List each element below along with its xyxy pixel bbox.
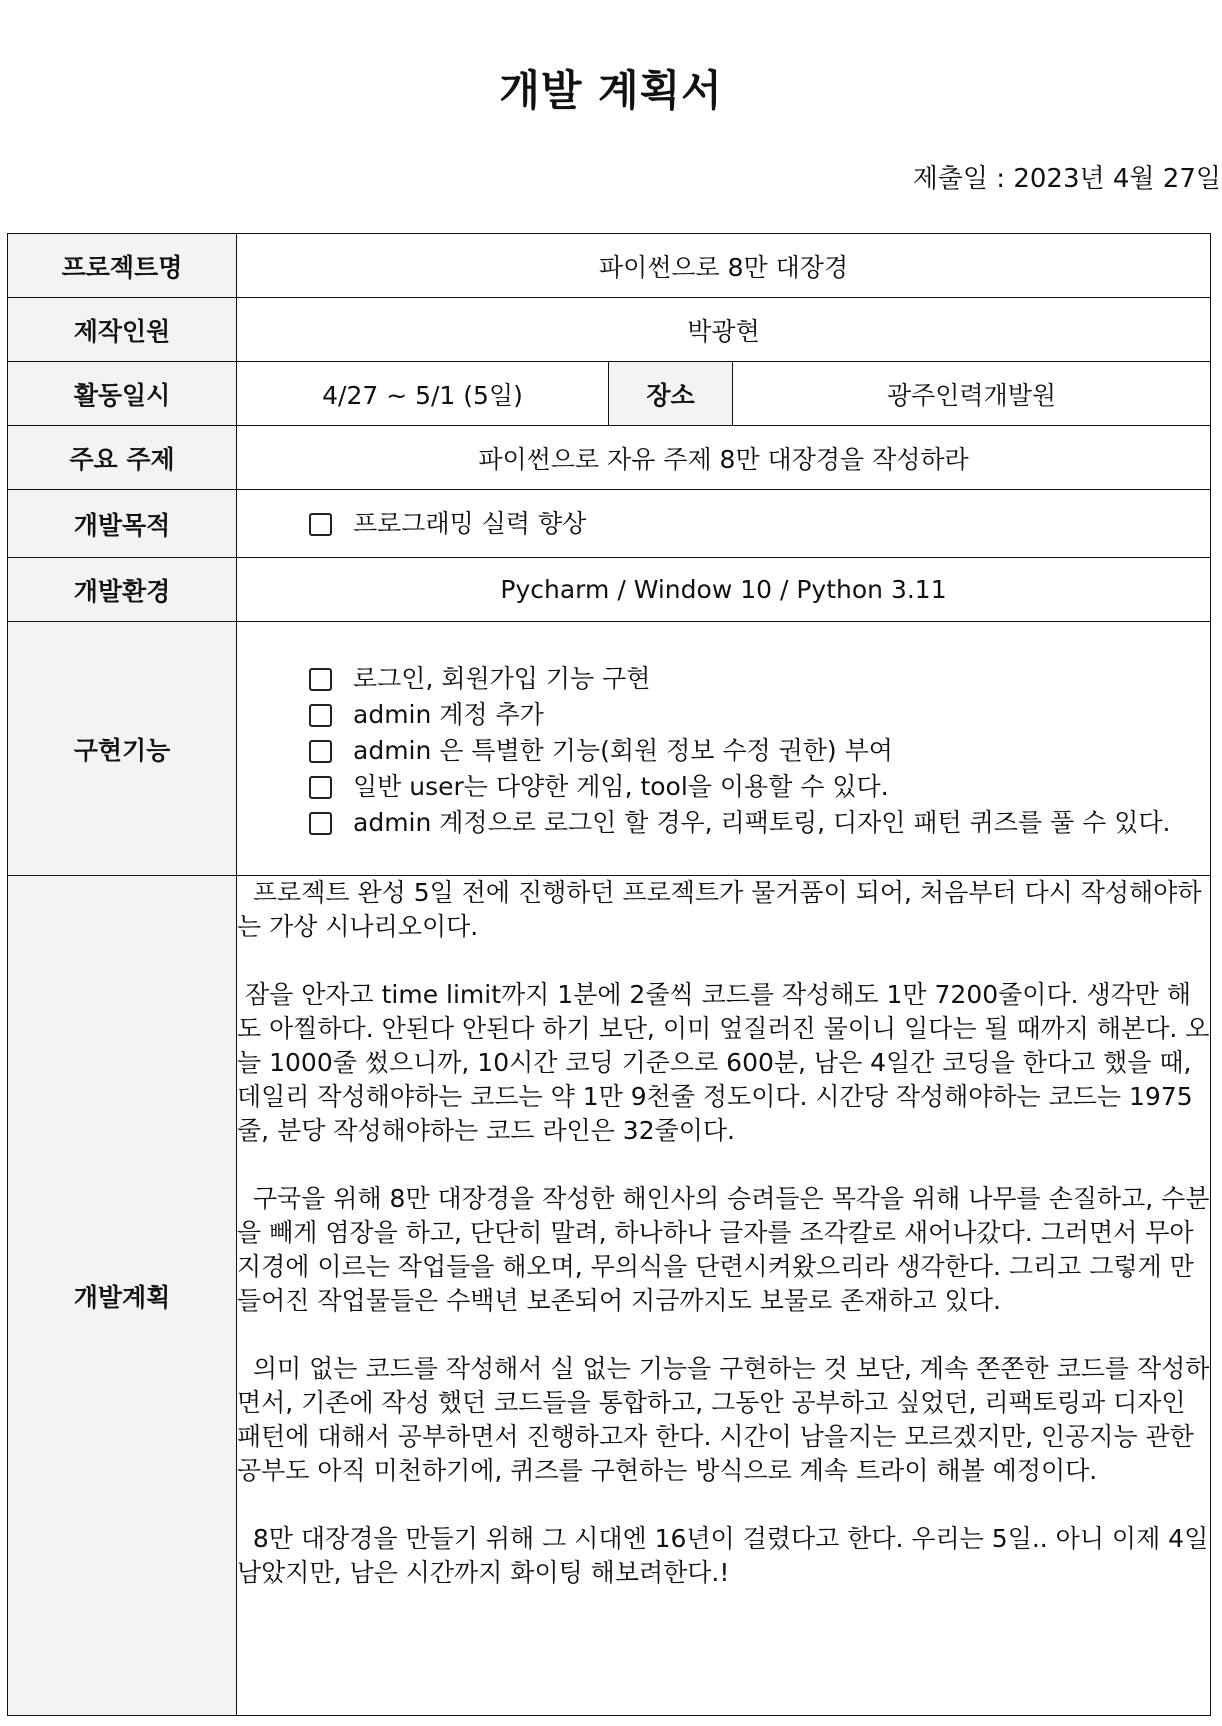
label-environment: 개발환경 xyxy=(8,558,237,622)
features-cell xyxy=(237,622,1211,876)
feature-item-text: 일반 user는 다양한 게임, tool을 이용할 수 있다. xyxy=(353,771,889,801)
feature-item-text: admin 계정으로 로그인 할 경우, 리팩토링, 디자인 패턴 퀴즈를 풀 수 있다. xyxy=(353,807,1171,837)
feature-item-text: admin 계정 추가 xyxy=(353,699,544,729)
feature-item xyxy=(309,733,1200,769)
features-list xyxy=(237,645,1210,853)
checkbox-icon[interactable] xyxy=(309,812,332,835)
checkbox-icon[interactable] xyxy=(309,740,332,763)
feature-item-text: 로그인, 회원가입 기능 구현 xyxy=(353,663,651,693)
value-place: 광주인력개발원 xyxy=(733,362,1211,426)
label-period: 활동일시 xyxy=(8,362,237,426)
plan-paragraph: 의미 없는 코드를 작성해서 실 없는 기능을 구현하는 것 보단, 계속 쫀쫀한 코드를 작성하면서, 기존에 작성 했던 코드들을 통합하고, 그동안 공부하고 싶었던, 리팩토링과 디자인 패턴에 대해서 공부하면서 진행하고자 한다. 시간이 남을지는 모르겠지만, 인공지능 관한 공부도 아직 미천하기에, 퀴즈를 구현하는 방식으로 계속 트라이 해볼 예정이다. xyxy=(237,1354,1210,1485)
plan-paragraph: 잠을 안자고 time limit까지 1분에 2줄씩 코드를 작성해도 1만 7200줄이다. 생각만 해도 아찔하다. 안된다 안된다 하기 보단, 이미 엎질러진 물이니 일다는 될 때까지 해본다. 오늘 1000줄 썼으니까, 10시간 코딩 기준으로 600분, 남은 4일간 코딩을 한다고 했을 때, 데일리 작성해야하는 코드는 약 1만 9천줄 정도이다. 시간당 작성해야하는 코드는 1975줄, 분당 작성해야하는 코드 라인은 32줄이다. xyxy=(237,980,1210,1145)
plan-paragraph: 구국을 위해 8만 대장경을 작성한 해인사의 승려들은 목각을 위해 나무를 손질하고, 수분을 빼게 염장을 하고, 단단히 말려, 하나하나 글자를 조각칼로 새어나갔다. 그러면서 무아지경에 이르는 작업들을 해오며, 무의식을 단련시켜왔으리라 생각한다. 그리고 그렇게 만들어진 작업물들은 수백년 보존되어 지금까지도 보물로 존재하고 있다. xyxy=(237,1184,1210,1315)
row-environment xyxy=(8,558,1211,622)
plan-table xyxy=(7,233,1217,1716)
submit-date: 제출일 : 2023년 4월 27일 xyxy=(912,164,1221,194)
row-purpose xyxy=(8,490,1211,558)
plan-paragraph: 8만 대장경을 만들기 위해 그 시대엔 16년이 걸렸다고 한다. 우리는 5일.. 아니 이제 4일 남았지만, 남은 시간까지 화이팅 해보려한다.! xyxy=(237,1524,1217,1587)
feature-item xyxy=(309,697,1200,733)
plan-body xyxy=(237,876,1217,1716)
checkbox-icon[interactable] xyxy=(309,513,332,536)
feature-item xyxy=(309,805,1200,841)
checkbox-icon[interactable] xyxy=(309,668,332,691)
checkbox-icon[interactable] xyxy=(309,776,332,799)
feature-item xyxy=(309,661,1200,697)
value-topic: 파이썬으로 자유 주제 8만 대장경을 작성하라 xyxy=(237,426,1211,490)
label-staff: 제작인원 xyxy=(8,298,237,362)
label-purpose: 개발목적 xyxy=(8,490,237,558)
purpose-item-text: 프로그래밍 실력 향상 xyxy=(353,508,587,538)
checkbox-icon[interactable] xyxy=(309,704,332,727)
label-project-name: 프로젝트명 xyxy=(8,234,237,298)
document-title: 개발 계획서 xyxy=(499,66,723,115)
row-project-name xyxy=(8,234,1211,298)
row-features xyxy=(8,622,1211,876)
value-environment: Pycharm / Window 10 / Python 3.11 xyxy=(237,558,1211,622)
label-features: 구현기능 xyxy=(8,622,237,876)
feature-item xyxy=(309,769,1200,805)
purpose-item xyxy=(309,506,1200,542)
purpose-cell xyxy=(237,490,1211,558)
value-period: 4/27 ~ 5/1 (5일) xyxy=(237,362,609,426)
value-project-name: 파이썬으로 8만 대장경 xyxy=(237,234,1211,298)
value-staff: 박광현 xyxy=(237,298,1211,362)
label-plan: 개발계획 xyxy=(8,876,237,1716)
feature-item-text: admin 은 특별한 기능(회원 정보 수정 권한) 부여 xyxy=(353,735,893,765)
purpose-list xyxy=(237,502,1210,546)
plan-paragraph: 프로젝트 완성 5일 전에 진행하던 프로젝트가 물거품이 되어, 처음부터 다시 작성해야하는 가상 시나리오이다. xyxy=(237,878,1202,941)
row-staff xyxy=(8,298,1211,362)
row-topic xyxy=(8,426,1211,490)
row-plan xyxy=(8,876,1211,1716)
label-place: 장소 xyxy=(609,362,733,426)
label-topic: 주요 주제 xyxy=(8,426,237,490)
row-period xyxy=(8,362,1211,426)
